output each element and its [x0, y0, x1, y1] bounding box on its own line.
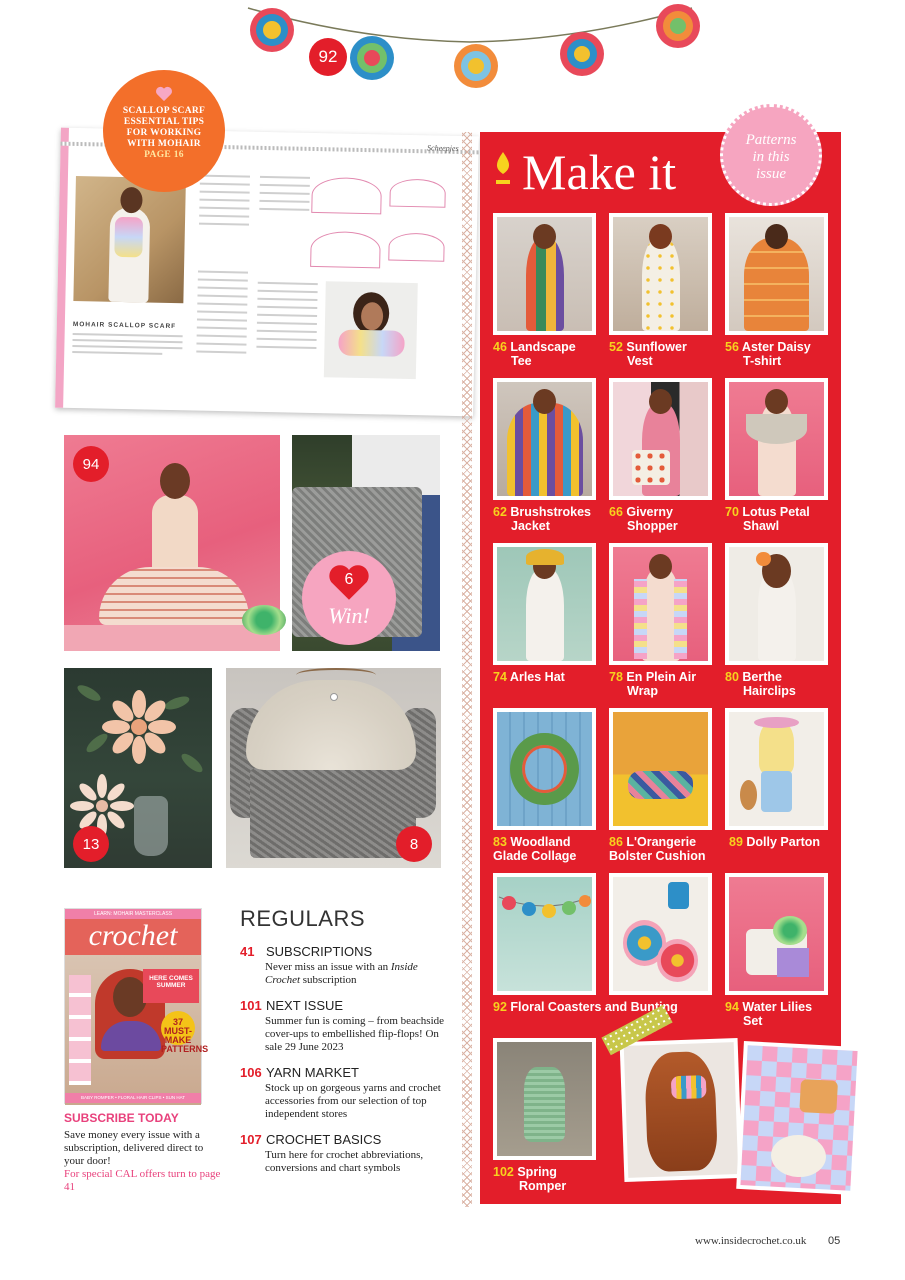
subscribe-section	[64, 1111, 224, 1194]
make-it-title: Make it	[522, 144, 677, 200]
spread-text-line	[258, 290, 318, 293]
pattern-caption[interactable]	[493, 835, 576, 863]
pattern-caption[interactable]	[493, 340, 576, 368]
spread-text-line	[257, 306, 317, 309]
cover-bottom-banner: BABY ROMPER • FLORAL HAIR CLIPS • SUN HAT	[65, 1093, 201, 1103]
thumb-head	[765, 389, 788, 414]
pattern-thumb-aster-daisy[interactable]	[725, 213, 828, 335]
regular-desc: Stock up on gorgeous yarns and crochet accessories from our selection of top independent stores	[265, 1082, 441, 1120]
caption-line2: Jacket	[511, 519, 550, 533]
caption-page: 94	[725, 1000, 739, 1014]
caption-page: 52	[609, 340, 623, 354]
pattern-caption[interactable]	[609, 670, 696, 698]
stitch-chart	[388, 233, 445, 262]
regular-page: 106	[240, 1065, 262, 1080]
caption-line1: Sunflower	[626, 340, 687, 354]
thumb-head	[533, 389, 556, 414]
lily-cushion	[773, 916, 807, 946]
thumb-figure	[507, 403, 583, 496]
caption-line2: Set	[743, 1014, 763, 1028]
badge-line: issue	[756, 166, 786, 182]
spread-text-line	[257, 338, 317, 341]
page-bubble-yoga[interactable]: 94	[73, 446, 109, 482]
spread-text-line	[72, 351, 162, 355]
thumb-image	[613, 382, 708, 496]
closeup-scarf	[338, 330, 405, 357]
stitch-chart	[311, 177, 382, 214]
bunting-flower-1	[250, 8, 294, 52]
badge-page-ref[interactable]: PAGE 16	[144, 150, 184, 160]
caption-line1: Floral Coasters and Bunting	[510, 1000, 678, 1014]
pattern-thumb-floral-bunting[interactable]	[493, 873, 596, 995]
desc-emphasis: Inside Crochet	[265, 961, 418, 986]
page-bubble-cardigan[interactable]: 8	[396, 826, 432, 862]
hat	[526, 549, 564, 565]
spread-text-line	[199, 215, 249, 218]
bunting-flower-5	[656, 4, 700, 48]
thumb-head	[649, 554, 672, 579]
spread-text-line	[197, 303, 247, 306]
pattern-thumb-berthe-hairclips[interactable]	[725, 543, 828, 665]
doll-hat	[754, 717, 800, 728]
spread-text-line	[199, 223, 249, 226]
water-lily-cushion	[242, 605, 286, 635]
regular-label: CROCHET BASICS	[266, 1132, 382, 1147]
regular-label: SUBSCRIPTIONS	[266, 944, 373, 959]
pattern-caption[interactable]	[725, 340, 811, 368]
pattern-caption[interactable]	[493, 1165, 566, 1193]
caption-line2: Shopper	[627, 519, 678, 533]
pattern-caption[interactable]	[609, 340, 687, 368]
pattern-caption[interactable]	[725, 1000, 812, 1028]
thumb-image	[497, 382, 592, 496]
yoga-model-body	[152, 495, 198, 575]
spread-text-line	[258, 282, 318, 285]
doll-dress	[761, 771, 791, 812]
heart-icon	[155, 86, 173, 102]
photo-hairclip-closeup[interactable]	[620, 1038, 743, 1182]
pattern-caption[interactable]	[725, 670, 796, 698]
regular-page: 41	[240, 944, 255, 959]
caption-line1: Landscape	[510, 340, 576, 354]
thumb-head	[765, 224, 788, 249]
thumb-image	[729, 877, 824, 991]
caption-page: 80	[725, 670, 739, 684]
coaster	[657, 939, 699, 982]
desc-text: subscription	[300, 974, 357, 986]
bunting-icon	[497, 891, 592, 931]
pattern-thumb-sunflower-vest[interactable]	[609, 213, 712, 335]
badge-line-2: ESSENTIAL TIPS	[123, 117, 205, 127]
hair	[644, 1051, 718, 1172]
bunting-flower-2	[350, 36, 394, 80]
lily-throw	[777, 948, 809, 978]
caption-page: 62	[493, 505, 507, 519]
caption-line2: Hairclips	[743, 684, 796, 698]
subscribe-text: Save money every issue with a subscription, delivered direct to your door!	[64, 1129, 204, 1167]
caption-page: 66	[609, 505, 623, 519]
subscribe-heading[interactable]: SUBSCRIBE TODAY	[64, 1111, 179, 1125]
caption-line2: Wrap	[627, 684, 659, 698]
thumb-head	[649, 224, 672, 249]
caption-line1: En Plein Air	[626, 670, 697, 684]
spread-text-line	[196, 343, 246, 346]
regular-label: NEXT ISSUE	[266, 998, 344, 1013]
caption-page: 92	[493, 1000, 507, 1014]
spread-text-line	[200, 175, 250, 178]
pattern-caption[interactable]	[609, 835, 706, 863]
badge-line-1: SCALLOP SCARF	[122, 106, 206, 116]
thumb-image	[729, 382, 824, 496]
caption-line1: Brushstrokes	[510, 505, 591, 519]
spread-text-line	[200, 191, 250, 194]
spread-text-line	[72, 345, 182, 349]
badge-line: Patterns	[745, 132, 797, 148]
thumb-image	[497, 217, 592, 331]
hairclip	[756, 552, 771, 567]
thumb-figure	[526, 238, 564, 331]
regular-item[interactable]	[240, 944, 450, 987]
caption-line1: Woodland	[510, 835, 571, 849]
pattern-thumb-floral-coasters[interactable]	[609, 873, 712, 995]
regular-desc: Summer fun is coming – from beachside cover-ups to embellished flip-flops! On sale 29 June 2023	[265, 1015, 445, 1053]
wreath	[510, 733, 578, 806]
pattern-thumb-arles-hat[interactable]	[493, 543, 596, 665]
caption-line2: Vest	[627, 354, 653, 368]
thumb-image	[729, 712, 824, 826]
yoga-model-skirt	[99, 567, 249, 625]
yoga-model-head	[160, 463, 190, 499]
win-badge[interactable]	[302, 551, 396, 645]
pattern-thumb-water-lilies-set[interactable]	[725, 873, 828, 995]
glass-vase	[134, 796, 168, 856]
pattern-thumb-dolly-parton[interactable]	[725, 708, 828, 830]
cardigan-button	[330, 693, 338, 701]
zigzag-divider	[462, 132, 472, 1207]
flower-bunting	[240, 0, 700, 95]
regular-desc: Turn here for crochet abbreviations, conversions and chart symbols	[265, 1149, 424, 1174]
plate	[770, 1133, 827, 1178]
caption-line1: L'Orangerie	[626, 835, 697, 849]
regular-item[interactable]	[240, 1065, 450, 1121]
pattern-thumb-lorangerie-cushion[interactable]	[609, 708, 712, 830]
wrap-right	[674, 579, 687, 659]
spread-text-line	[259, 208, 309, 211]
spread-text-line	[260, 192, 310, 195]
spread-text-line	[199, 199, 249, 202]
caption-line1: Giverny	[626, 505, 673, 519]
caption-line2: Tee	[511, 354, 532, 368]
caption-line1: Dolly Parton	[746, 835, 821, 849]
thumb-image	[624, 1042, 739, 1178]
caption-line2: T-shirt	[743, 354, 782, 368]
guitar	[740, 780, 757, 810]
footer-url[interactable]: www.insidecrochet.co.uk	[695, 1235, 807, 1247]
model-shirt	[352, 435, 440, 495]
caption-page: 89	[729, 835, 743, 849]
caption-page: 70	[725, 505, 739, 519]
bunting-page-number: 92	[309, 38, 347, 76]
caption-line2: Shawl	[743, 519, 780, 533]
spread-text-line	[257, 322, 317, 325]
hairclip	[671, 1075, 707, 1100]
leaf	[75, 682, 103, 704]
caption-line1: Spring	[517, 1165, 557, 1179]
caption-page: 56	[725, 340, 739, 354]
badge-line: in this	[752, 149, 790, 165]
win-label: Win!	[328, 603, 370, 628]
spread-text-line	[197, 335, 247, 338]
thumb-figure	[744, 238, 809, 331]
cover-patterns-badge: 37 MUST-MAKE PATTERNS	[161, 1011, 195, 1045]
spread-text-line	[196, 351, 246, 354]
spread-text-line	[257, 298, 317, 301]
regular-page: 107	[240, 1132, 262, 1147]
bunting-flower-4	[560, 32, 604, 76]
spread-title: MOHAIR SCALLOP SCARF	[72, 320, 177, 331]
bolster	[628, 771, 693, 798]
cover-top-banner: LEARN: MOHAIR MASTERCLASS	[65, 909, 201, 919]
spread-text-line	[197, 319, 247, 322]
romper	[524, 1067, 566, 1142]
scarf-closeup-photo	[324, 281, 418, 379]
caption-page: 46	[493, 340, 507, 354]
thumb-image	[497, 1042, 592, 1156]
stitch-chart	[389, 179, 446, 208]
spread-text-line	[260, 176, 310, 179]
cover-here-comes-summer: HERE COMES SUMMER	[143, 969, 199, 1003]
thumb-image	[497, 712, 592, 826]
subscribe-link[interactable]: For special CAL offers turn to page 41	[64, 1168, 221, 1193]
thumb-image	[729, 547, 824, 661]
spread-text-line	[198, 271, 248, 274]
caption-line2: Bolster Cushion	[609, 849, 706, 863]
spread-text-line	[198, 279, 248, 282]
thumb-head	[649, 389, 672, 414]
cover-masthead: crochet	[88, 919, 178, 952]
scallop-scarf-badge	[103, 70, 225, 192]
caption-line1: Berthe	[742, 670, 782, 684]
caption-line1: Aster Daisy	[741, 340, 811, 354]
thumb-figure	[642, 238, 680, 331]
flower-icon	[104, 692, 174, 762]
thumb-image	[497, 877, 592, 991]
pattern-caption[interactable]	[493, 505, 591, 533]
pattern-caption[interactable]	[729, 835, 820, 849]
regular-item[interactable]	[240, 998, 450, 1054]
thumb-image	[613, 877, 708, 991]
spread-text-line	[197, 311, 247, 314]
spread-text-line	[73, 333, 183, 337]
caption-line1: Lotus Petal	[742, 505, 810, 519]
spread-pink-edge	[55, 128, 69, 408]
regular-item[interactable]	[240, 1132, 450, 1175]
caption-line2: Romper	[519, 1179, 567, 1193]
pattern-thumb-lotus-petal-shawl[interactable]	[725, 378, 828, 500]
pattern-caption[interactable]	[609, 505, 678, 533]
regular-label: YARN MARKET	[266, 1065, 359, 1080]
regulars-section	[240, 906, 450, 1186]
regular-page: 101	[240, 998, 262, 1013]
regular-desc	[265, 961, 450, 987]
spread-text-line	[197, 327, 247, 330]
caption-line2: Glade Collage	[493, 849, 577, 863]
caption-page: 74	[493, 670, 507, 684]
cover-thumbnails	[69, 975, 91, 1085]
caption-page: 86	[609, 835, 623, 849]
patterns-in-this-issue-badge	[720, 104, 822, 206]
spread-text-line	[73, 339, 183, 343]
shawl	[746, 414, 807, 444]
footer-page-number: 05	[828, 1235, 841, 1247]
regulars-title: REGULARS	[240, 906, 366, 931]
bunting-flower-3	[454, 44, 498, 88]
thumb-image	[729, 217, 824, 331]
magazine-cover[interactable]	[64, 908, 209, 1104]
spread-text-line	[256, 346, 316, 349]
pattern-thumb-spring-romper[interactable]	[493, 1038, 596, 1160]
pattern-thumb-en-plein-air-wrap[interactable]	[609, 543, 712, 665]
badge-line-3: FOR WORKING	[126, 128, 202, 138]
leaf	[179, 751, 205, 775]
caption-page: 83	[493, 835, 507, 849]
thumb-image	[613, 217, 708, 331]
doll-hair	[759, 721, 793, 773]
desc-text: Never miss an issue with an	[265, 961, 391, 973]
pattern-thumb-landscape-tee[interactable]	[493, 213, 596, 335]
stitch-chart	[310, 231, 381, 268]
spread-text-line	[257, 330, 317, 333]
spread-text-line	[257, 314, 317, 317]
scarf-model-photo	[73, 176, 186, 303]
page-bubble-flowers[interactable]: 13	[73, 826, 109, 862]
cover-model	[113, 977, 147, 1017]
spread-text-line	[259, 200, 309, 203]
pattern-caption[interactable]	[493, 670, 565, 684]
caption-line1: Water Lilies	[742, 1000, 813, 1014]
model-scarf	[114, 217, 143, 258]
thumb-head	[533, 224, 556, 249]
caption-line1: Arles Hat	[509, 670, 565, 684]
cardigan-body	[250, 768, 416, 858]
photo-granny-squares[interactable]	[736, 1041, 862, 1195]
thumb-image	[613, 547, 708, 661]
spread-text-line	[197, 295, 247, 298]
cake	[799, 1079, 838, 1115]
thumb-image	[740, 1045, 857, 1191]
caption-page: 102	[493, 1165, 514, 1179]
spread-text-line	[260, 184, 310, 187]
thumb-image	[613, 712, 708, 826]
pattern-thumb-brushstrokes-jacket[interactable]	[493, 378, 596, 500]
flower-icon	[72, 776, 132, 836]
shopper-bag	[632, 450, 670, 484]
win-page-number: 6	[344, 571, 354, 588]
caption-page: 78	[609, 670, 623, 684]
thumb-image	[497, 547, 592, 661]
wrap-left	[634, 579, 647, 659]
pattern-thumb-woodland-glade-collage[interactable]	[493, 708, 596, 830]
pattern-caption[interactable]	[725, 505, 810, 533]
thumb-figure	[526, 568, 564, 661]
glass	[668, 882, 689, 909]
spread-text-line	[198, 287, 248, 290]
pattern-thumb-giverny-shopper[interactable]	[609, 378, 712, 500]
badge-line-4: WITH MOHAIR	[127, 139, 201, 149]
spread-text-line	[199, 207, 249, 210]
spread-text-line	[200, 183, 250, 186]
spread-brand: Scheepjes	[426, 143, 459, 153]
